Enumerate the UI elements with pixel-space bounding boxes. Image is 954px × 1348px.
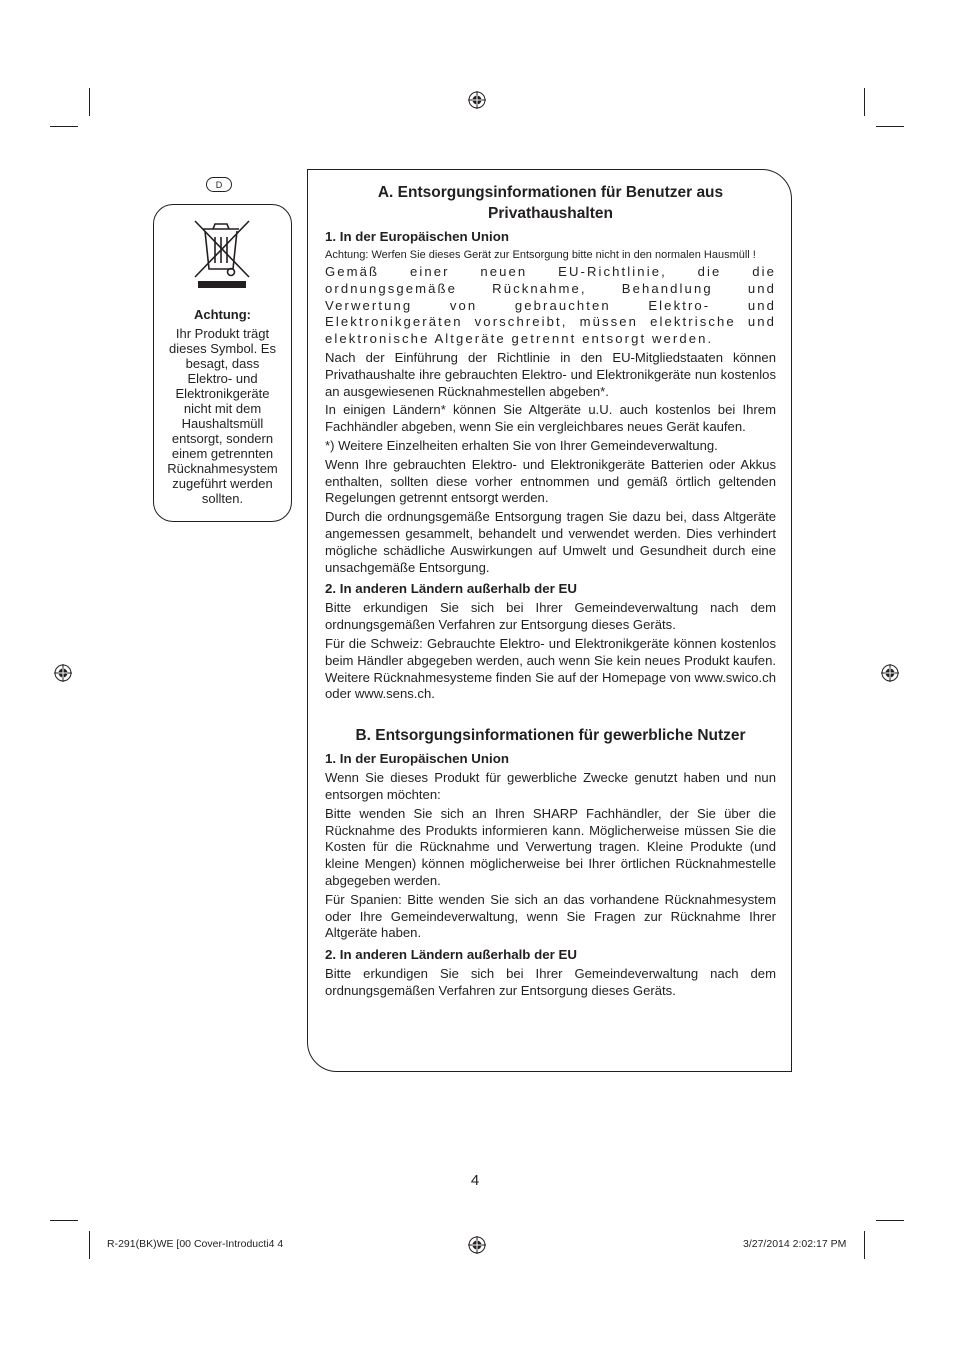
- section-a-paragraph: Für die Schweiz: Gebrauchte Elektro- und Elektronikgeräte können kostenlos beim Händler abgegeben werden, auch wenn Sie kein neues Produkt kaufen. Weitere Rücknahmesysteme finden Sie auf der Homepage von www.swico.ch oder www.sens.ch.: [325, 635, 776, 702]
- section-a-title: A. Entsorgungsinformationen für Benutzer aus Privathaushalten: [377, 184, 724, 222]
- section-b-title: B. Entsorgungsinformationen für gewerbliche Nutzer: [355, 727, 746, 745]
- crop-mark: [50, 1220, 78, 1221]
- section-a-paragraph: Bitte erkundigen Sie sich bei Ihrer Gemeindeverwaltung nach dem ordnungsgemäßen Verfahren zur Entsorgung dieses Geräts.: [325, 600, 776, 633]
- section-b-paragraph: Für Spanien: Bitte wenden Sie sich an das vorhandene Rücknahmesystem oder Ihre Gemeindeverwaltung, wenn Sie Fragen zur Rücknahme Ihrer Altgeräte haben.: [325, 891, 776, 941]
- main-info-box: [307, 169, 792, 1072]
- registration-mark-icon: [54, 664, 72, 682]
- section-a-footnote: *) Weitere Einzelheiten erhalten Sie von Ihrer Gemeindeverwaltung.: [325, 437, 718, 453]
- section-b-subheading-eu: 1. In der Europäischen Union: [325, 751, 509, 767]
- crop-mark: [876, 126, 904, 127]
- section-b-paragraph: Wenn Sie dieses Produkt für gewerbliche Zwecke genutzt haben und nun entsorgen möchten:: [325, 770, 776, 802]
- page-number: 4: [470, 1172, 480, 1189]
- crop-mark: [864, 88, 865, 116]
- section-b-subheading-non-eu: 2. In anderen Ländern außerhalb der EU: [325, 947, 577, 963]
- crossed-out-wheelie-bin-icon: [191, 217, 255, 289]
- main-content: [325, 182, 776, 1002]
- crop-mark: [876, 1220, 904, 1221]
- section-a-paragraph: Nach der Einführung der Richtlinie in den EU-Mitgliedstaaten können Privathaushalte ihre gebrauchten Elektro- und Elektronikgeräte nun kostenlos an ausgewiesenen Rücknahmestellen abgeben*.: [325, 349, 776, 399]
- crop-mark: [89, 1231, 90, 1259]
- registration-mark-icon: [881, 664, 899, 682]
- section-a-warning: Achtung: Werfen Sie dieses Gerät zur Entsorgung bitte nicht in den normalen Hausmüll !: [325, 249, 756, 261]
- crop-mark: [864, 1231, 865, 1259]
- language-badge: D: [206, 177, 232, 192]
- section-a-paragraph: Gemäß einer neuen EU-Richtlinie, die die ordnungsgemäße Rücknahme, Behandlung und Verwertung von gebrauchten Elektro- und Elektronikgeräten vorschreibt, müssen elektrische und elektronische Altgeräte getrennt entsorgt werden.: [325, 264, 776, 347]
- section-a-subheading-eu: 1. In der Europäischen Union: [325, 229, 509, 244]
- section-b-paragraph: Bitte erkundigen Sie sich bei Ihrer Gemeindeverwaltung nach dem ordnungsgemäßen Verfahren zur Entsorgung dieses Geräts.: [325, 966, 776, 998]
- section-a-paragraph: Durch die ordnungsgemäße Entsorgung tragen Sie dazu bei, dass Altgeräte angemessen gesammelt, behandelt und verwendet werden. Dies verhindert mögliche schädliche Auswirkungen auf Umwelt und Gesundheit durch eine unsachgemäße Entsorgung.: [325, 509, 776, 575]
- registration-mark-icon: [468, 1236, 486, 1254]
- weee-warning-box: [153, 204, 292, 522]
- registration-mark-icon: [468, 91, 486, 109]
- footer-timestamp: 3/27/2014 2:02:17 PM: [743, 1238, 847, 1250]
- sidebar-text: Ihr Produkt trägt dieses Symbol. Es besagt, dass Elektro- und Elektronikgeräte nicht mit dem Haushaltsmüll entsorgt, sondern einem getrennten Rücknahmesystem zugeführt werden sollten.: [167, 326, 278, 506]
- section-a-subheading-non-eu: 2. In anderen Ländern außerhalb der EU: [325, 581, 577, 597]
- section-a-paragraph: Wenn Ihre gebrauchten Elektro- und Elektronikgeräte Batterien oder Akkus enthalten, sollten diese vorher entnommen und gemäß örtlich geltenden Regelungen getrennt entsorgt werden.: [325, 456, 776, 506]
- footer-file-info: R-291(BK)WE [00 Cover-Introducti4 4: [107, 1238, 284, 1250]
- crop-mark: [50, 126, 78, 127]
- sidebar-title: Achtung:: [193, 307, 252, 322]
- section-a-paragraph: In einigen Ländern* können Sie Altgeräte u.U. auch kostenlos bei Ihrem Fachhändler abgeben, wenn Sie ein vergleichbares neues Gerät kaufen.: [325, 402, 776, 435]
- crop-mark: [89, 88, 90, 116]
- section-b-paragraph: Bitte wenden Sie sich an Ihren SHARP Fachhändler, der Sie über die Rücknahme des Produkts informieren kann. Möglicherweise müssen Sie die Kosten für die Rücknahme und Verwertung tragen. Kleine Produkte (und kleine Mengen) können möglicherweise bei Ihrer örtlichen Rücknahmestelle abgegeben werden.: [325, 805, 776, 888]
